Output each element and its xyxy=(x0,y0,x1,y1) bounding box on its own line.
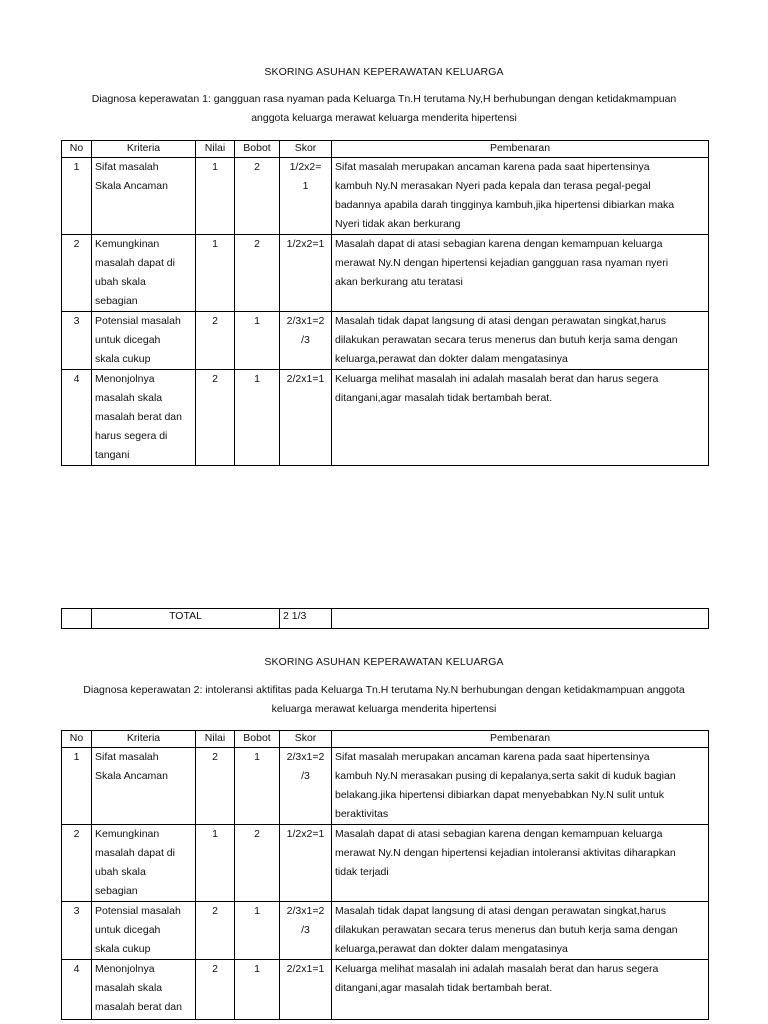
total-empty-cell xyxy=(332,609,709,629)
cell-pembenaran xyxy=(332,960,709,1020)
cell-skor xyxy=(280,312,332,370)
cell-no: 3 xyxy=(62,902,92,960)
table-row xyxy=(62,370,709,466)
cell-kriteria-line: Kemungkinan xyxy=(95,828,160,840)
total-row xyxy=(62,609,709,629)
cell-kriteria xyxy=(92,158,196,235)
cell-kriteria xyxy=(92,370,196,466)
table-row xyxy=(62,235,709,312)
table-header-row xyxy=(62,731,709,748)
cell-skor-line: 2/3x1=2 xyxy=(286,315,325,327)
cell-skor-line: /3 xyxy=(301,334,310,346)
cell-skor-line: 2/2x1=1 xyxy=(286,963,325,975)
cell-bobot: 2 xyxy=(235,825,280,902)
cell-kriteria-line: skala cukup xyxy=(95,353,151,365)
cell-no: 1 xyxy=(62,748,92,825)
cell-pembenaran-line: Masalah tidak dapat langsung di atasi dengan perawatan singkat,harus xyxy=(335,315,666,327)
cell-kriteria-line: Sifat masalah xyxy=(95,161,159,173)
cell-nilai: 2 xyxy=(196,960,235,1020)
header-kriteria: Kriteria xyxy=(92,141,196,158)
cell-kriteria-line: Potensial masalah xyxy=(95,315,181,327)
cell-skor-line: 2/2x1=1 xyxy=(286,373,325,385)
cell-kriteria-line: masalah berat dan xyxy=(95,411,182,423)
cell-kriteria-line: sebagian xyxy=(95,295,138,307)
cell-kriteria-line: harus segera di xyxy=(95,430,168,442)
total-empty-cell xyxy=(62,609,92,629)
table-row xyxy=(62,312,709,370)
cell-kriteria-line: masalah berat dan xyxy=(95,1001,182,1013)
cell-pembenaran-line: Sifat masalah merupakan ancaman karena pada saat hipertensinya xyxy=(335,161,650,173)
section1-title: SKORING ASUHAN KEPERAWATAN KELUARGA xyxy=(264,66,504,78)
cell-pembenaran-line: Sifat masalah merupakan ancaman karena pada saat hipertensinya xyxy=(335,751,650,763)
cell-no: 2 xyxy=(62,825,92,902)
total-label: TOTAL xyxy=(92,609,280,629)
cell-kriteria-line: skala cukup xyxy=(95,943,151,955)
cell-nilai: 2 xyxy=(196,748,235,825)
table-row xyxy=(62,960,709,1020)
cell-pembenaran-line: kambuh Ny.N merasakan pusing di kepalanya,serta sakit di kuduk bagian xyxy=(335,770,676,782)
cell-pembenaran-line: akan berkurang atu teratasi xyxy=(335,276,463,288)
cell-kriteria-line: Potensial masalah xyxy=(95,905,181,917)
cell-no: 2 xyxy=(62,235,92,312)
cell-kriteria-line: Skala Ancaman xyxy=(95,770,168,782)
section2-diagnosis-line1: Diagnosa keperawatan 2: intoleransi aktifitas pada Keluarga Tn.H terutama Ny.N berhubungan dengan ketidakmampuan anggota xyxy=(83,684,685,696)
cell-kriteria-line: tangani xyxy=(95,449,130,461)
cell-kriteria xyxy=(92,748,196,825)
cell-skor xyxy=(280,370,332,466)
cell-pembenaran-line: Masalah dapat di atasi sebagian karena dengan kemampuan keluarga xyxy=(335,238,663,250)
cell-kriteria-line: masalah skala xyxy=(95,982,163,994)
header-bobot: Bobot xyxy=(235,141,280,158)
cell-nilai: 1 xyxy=(196,825,235,902)
section2-diagnosis xyxy=(60,681,708,719)
cell-skor xyxy=(280,902,332,960)
cell-kriteria xyxy=(92,902,196,960)
cell-pembenaran-line: Nyeri tidak akan berkurang xyxy=(335,218,461,230)
cell-skor-line: 1/2x2=1 xyxy=(286,238,325,250)
cell-bobot: 2 xyxy=(235,235,280,312)
cell-kriteria-line: sebagian xyxy=(95,885,138,897)
header-skor: Skor xyxy=(280,141,332,158)
cell-bobot: 1 xyxy=(235,370,280,466)
cell-nilai: 2 xyxy=(196,312,235,370)
cell-kriteria xyxy=(92,825,196,902)
cell-bobot: 1 xyxy=(235,312,280,370)
cell-pembenaran-line: Keluarga melihat masalah ini adalah masalah berat dan harus segera xyxy=(335,373,659,385)
cell-skor-line: 1 xyxy=(302,180,309,192)
section1-diagnosis xyxy=(60,90,708,128)
cell-pembenaran-line: ditangani,agar masalah tidak bertambah berat. xyxy=(335,392,553,404)
table-row xyxy=(62,158,709,235)
cell-skor xyxy=(280,235,332,312)
total-value: 2 1/3 xyxy=(280,609,332,629)
cell-pembenaran xyxy=(332,235,709,312)
cell-pembenaran-line: merawat Ny.N dengan hipertensi kejadian gangguan rasa nyaman nyeri xyxy=(335,257,669,269)
cell-pembenaran xyxy=(332,748,709,825)
header-pembenaran: Pembenaran xyxy=(332,141,709,158)
cell-pembenaran xyxy=(332,902,709,960)
cell-pembenaran-line: Masalah dapat di atasi sebagian karena dengan kemampuan keluarga xyxy=(335,828,663,840)
cell-skor xyxy=(280,825,332,902)
section1-diagnosis-line2: anggota keluarga merawat keluarga menderita hipertensi xyxy=(251,112,517,124)
cell-pembenaran-line: Keluarga melihat masalah ini adalah masalah berat dan harus segera xyxy=(335,963,659,975)
table-header-row xyxy=(62,141,709,158)
cell-kriteria-line: Menonjolnya xyxy=(95,373,155,385)
cell-kriteria-line: Skala Ancaman xyxy=(95,180,168,192)
cell-nilai: 2 xyxy=(196,370,235,466)
cell-kriteria-line: Kemungkinan xyxy=(95,238,160,250)
table-row xyxy=(62,825,709,902)
cell-pembenaran-line: kambuh Ny.N merasakan Nyeri pada kepala dan terasa pegal-pegal xyxy=(335,180,651,192)
section2-diagnosis-line2: keluarga merawat keluarga menderita hipertensi xyxy=(271,703,497,715)
scoring-table-2 xyxy=(61,730,709,1020)
cell-skor xyxy=(280,960,332,1020)
cell-nilai: 1 xyxy=(196,158,235,235)
header-nilai: Nilai xyxy=(196,731,235,748)
cell-pembenaran xyxy=(332,825,709,902)
cell-skor-line: /3 xyxy=(301,924,310,936)
cell-pembenaran-line: keluarga,perawat dan dokter dalam mengatasinya xyxy=(335,353,568,365)
cell-kriteria-line: ubah skala xyxy=(95,276,146,288)
section1-diagnosis-line1: Diagnosa keperawatan 1: gangguan rasa nyaman pada Keluarga Tn.H terutama Ny,H berhubungan dengan ketidakmampuan xyxy=(91,93,677,105)
cell-kriteria-line: ubah skala xyxy=(95,866,146,878)
cell-pembenaran xyxy=(332,370,709,466)
cell-kriteria-line: masalah dapat di xyxy=(95,847,175,859)
cell-pembenaran-line: tidak terjadi xyxy=(335,866,389,878)
cell-skor xyxy=(280,158,332,235)
cell-pembenaran xyxy=(332,312,709,370)
scoring-table-1 xyxy=(61,140,709,466)
cell-pembenaran-line: dilakukan perawatan secara terus menerus dan butuh kerja sama dengan xyxy=(335,334,678,346)
cell-bobot: 1 xyxy=(235,960,280,1020)
cell-pembenaran xyxy=(332,158,709,235)
header-bobot: Bobot xyxy=(235,731,280,748)
cell-no: 4 xyxy=(62,370,92,466)
cell-bobot: 2 xyxy=(235,158,280,235)
cell-kriteria-line: masalah skala xyxy=(95,392,163,404)
header-no: No xyxy=(62,141,92,158)
header-kriteria: Kriteria xyxy=(92,731,196,748)
cell-kriteria-line: Menonjolnya xyxy=(95,963,155,975)
cell-skor-line: 1/2x2=1 xyxy=(286,828,325,840)
cell-kriteria xyxy=(92,235,196,312)
header-nilai: Nilai xyxy=(196,141,235,158)
section2-title: SKORING ASUHAN KEPERAWATAN KELUARGA xyxy=(264,656,504,668)
header-skor: Skor xyxy=(280,731,332,748)
cell-no: 4 xyxy=(62,960,92,1020)
cell-pembenaran-line: beraktivitas xyxy=(335,808,389,820)
cell-no: 3 xyxy=(62,312,92,370)
header-no: No xyxy=(62,731,92,748)
cell-pembenaran-line: merawat Ny.N dengan hipertensi kejadian intoleransi aktivitas diharapkan xyxy=(335,847,676,859)
header-pembenaran: Pembenaran xyxy=(332,731,709,748)
cell-bobot: 1 xyxy=(235,748,280,825)
cell-kriteria xyxy=(92,312,196,370)
cell-pembenaran-line: keluarga,perawat dan dokter dalam mengatasinya xyxy=(335,943,568,955)
cell-pembenaran-line: belakang.jika hipertensi dibiarkan dapat menyebabkan Ny.N sulit untuk xyxy=(335,789,665,801)
cell-no: 1 xyxy=(62,158,92,235)
cell-kriteria-line: untuk dicegah xyxy=(95,334,161,346)
cell-skor-line: 2/3x1=2 xyxy=(286,905,325,917)
cell-skor-line: 2/3x1=2 xyxy=(286,751,325,763)
cell-nilai: 1 xyxy=(196,235,235,312)
cell-kriteria-line: Sifat masalah xyxy=(95,751,159,763)
cell-pembenaran-line: ditangani,agar masalah tidak bertambah berat. xyxy=(335,982,553,994)
table-row xyxy=(62,748,709,825)
cell-pembenaran-line: Masalah tidak dapat langsung di atasi dengan perawatan singkat,harus xyxy=(335,905,666,917)
cell-skor-line: /3 xyxy=(301,770,310,782)
cell-skor-line: 1/2x2= xyxy=(289,161,322,173)
cell-kriteria-line: masalah dapat di xyxy=(95,257,175,269)
cell-skor xyxy=(280,748,332,825)
cell-nilai: 2 xyxy=(196,902,235,960)
cell-pembenaran-line: badannya apabila darah tingginya kambuh,jika hipertensi dibiarkan maka xyxy=(335,199,675,211)
cell-bobot: 1 xyxy=(235,902,280,960)
cell-kriteria xyxy=(92,960,196,1020)
cell-kriteria-line: untuk dicegah xyxy=(95,924,161,936)
cell-pembenaran-line: dilakukan perawatan secara terus menerus dan butuh kerja sama dengan xyxy=(335,924,678,936)
table-row xyxy=(62,902,709,960)
total-table xyxy=(61,608,709,629)
